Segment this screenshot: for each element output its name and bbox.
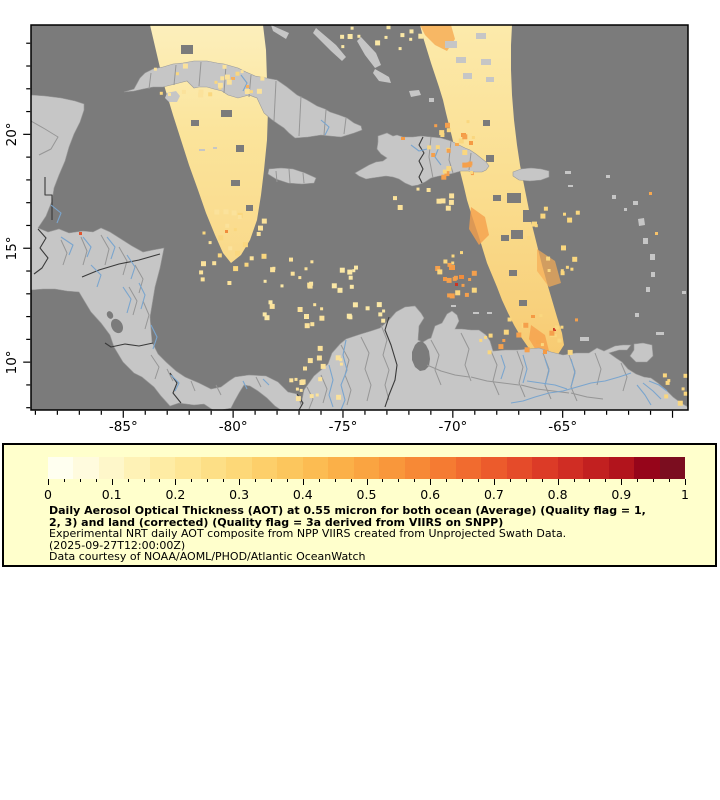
colorbar-tick [414,479,415,482]
legend-text [49,505,646,563]
colorbar-tick [382,479,383,482]
aot-speckle [160,92,163,95]
aot-speckle [298,276,301,279]
aot-speckle [465,293,469,297]
aot-speckle [455,290,460,295]
aot-speckle [366,306,370,310]
aot-speckle [447,149,451,153]
aot-speckle [338,288,343,293]
colorbar-cell [379,457,404,479]
aot-speckle [306,315,309,318]
aot-speckle [377,302,382,307]
aot-speckle [233,266,238,271]
aot-speckle [546,257,550,261]
aot-speckle [296,396,301,401]
aot-speckle [527,236,531,240]
aot-speckle [567,218,572,223]
aot-speckle [508,318,512,322]
colorbar-cell [354,457,379,479]
aot-speckle [555,326,559,330]
aot-speckle [232,210,237,215]
aot-speckle [398,205,403,210]
aot-speckle [336,395,341,400]
aot-speckle [549,331,554,336]
aot-speckle [354,266,358,270]
aot-speckle [320,307,323,310]
aot-speckle [418,34,423,39]
aot-speckle [264,280,267,283]
aot-speckle [309,359,312,362]
aot-speckle [257,232,261,236]
aot-speckle [498,344,503,349]
aot-speckle [291,272,295,276]
colorbar-tick [542,479,543,482]
colorbar-tick-label: 0.1 [101,487,122,502]
legend-info-line1: Experimental NRT daily AOT composite from NPP VIIRS created from Unprojected Swath Data. [49,527,567,541]
legend-timestamp: (2025-09-27T12:00:00Z) [49,538,186,552]
x-tick-label: -65° [548,419,578,435]
colorbar-tick-labels [44,487,689,502]
colorbar-tick [478,479,479,482]
aot-speckle [235,251,240,256]
aot-speckle [387,25,391,29]
aot-speckle [399,47,402,50]
aot-speckle [357,35,360,38]
aot-speckle [467,120,470,123]
aot-speckle [201,261,206,266]
aot-speckle [437,200,440,203]
colorbar-tick [239,479,240,485]
colorbar-tick [335,479,336,482]
aot-speckle [462,163,467,168]
colorbar-cell [481,457,506,479]
colorbar-tick [159,479,160,482]
colorbar-ticks [48,479,685,487]
aot-speckle [353,302,358,307]
aot-speckle [470,171,473,174]
colorbar-cell [201,457,226,479]
aot-speckle [199,270,203,274]
colorbar-cell [150,457,175,479]
colorbar-tick-label: 0.6 [420,487,441,502]
aot-speckle [488,350,492,354]
colorbar-cell [303,457,328,479]
x-tick-label: -85° [108,419,138,435]
colorbar-cell [660,457,685,479]
colorbar-tick-label: 0.7 [483,487,504,502]
aot-speckle [443,170,447,174]
colorbar-cell [558,457,583,479]
colorbar-tick [144,479,145,482]
aot-speckle [305,267,308,270]
aot-speckle [467,162,472,167]
aot-speckle [270,304,275,309]
aot-speckle [318,346,323,351]
colorbar-tick [48,479,49,485]
aot-speckle [445,123,450,128]
colorbar-tick [685,479,686,485]
aot-speckle [563,213,566,216]
gonave-island [381,164,388,168]
aot-speckle [168,93,171,96]
colorbar-tick [96,479,97,482]
aot-speckle [289,378,293,382]
aot-speckle [504,330,509,335]
colorbar-cell [124,457,149,479]
aot-speckle [393,196,397,200]
aot-speckle [663,373,667,377]
aot-speckle [215,81,218,84]
colorbar-tick [351,479,352,482]
aot-speckle [417,188,420,191]
colorbar-tick [621,479,622,485]
aot-speckle [667,379,670,382]
colorbar-cell [507,457,532,479]
aot-speckle [448,263,452,267]
aot-speckle [260,77,264,81]
aot-speckle [460,251,463,254]
colorbar-tick-label: 0.9 [611,487,632,502]
aot-speckle [349,276,353,280]
aot-speckle [296,388,299,391]
aot-speckle [228,246,232,250]
aot-speckle [558,339,562,343]
aot-speckle [332,283,337,288]
aot-speckle [270,267,275,272]
aot-speckle [468,278,471,281]
colorbar-legend [2,443,717,567]
aot-speckle [382,310,385,313]
colorbar-tick-label: 0.3 [229,487,250,502]
colorbar-tick [669,479,670,482]
colorbar-tick [287,479,288,482]
aot-speckle [682,387,685,390]
legend-courtesy-line: Data courtesy of NOAA/AOML/PHOD/Atlantic OceanWatch [49,550,366,564]
colorbar-tick [367,479,368,485]
legend-heading-line1: Daily Aerosol Optical Thickness (AOT) at 0.55 micron for both ocean (Average) (Quality flag = 1, [49,504,646,517]
aot-speckle [299,380,304,385]
aot-speckle [449,193,454,198]
colorbar-tick [80,479,81,482]
aot-speckle [572,257,577,262]
colorbar-tick [446,479,447,482]
colorbar-cell [252,457,277,479]
aot-speckle [199,90,204,95]
colorbar-tick-label: 0.2 [165,487,186,502]
colorbar-cell [328,457,353,479]
aot-speckle [257,89,262,94]
colorbar-tick [462,479,463,482]
colorbar [48,457,685,479]
aot-speckle [434,124,437,127]
colorbar-tick-label: 0 [44,487,52,502]
aot-speckle [289,258,293,262]
aot-speckle [218,83,223,88]
aot-speckle [437,269,442,274]
aot-speckle [539,314,542,317]
colorbar-tick-label: 0.8 [547,487,568,502]
colorbar-tick [558,479,559,485]
aot-speckle [489,334,493,338]
aot-speckle [243,242,248,247]
aot-speckle [316,394,319,397]
colorbar-tick [112,479,113,485]
aot-speckle [576,211,580,215]
colorbar-tick [637,479,638,482]
aot-speckle [347,270,352,275]
aot-speckle [446,166,451,171]
aot-speckle [450,293,455,298]
colorbar-tick [398,479,399,482]
y-axis-labels [4,122,20,374]
aot-speckle [176,72,179,75]
aot-speckle [220,76,224,80]
colorbar-tick-label: 1 [681,487,689,502]
aot-speckle [234,228,237,231]
aot-speckle [516,333,521,338]
aot-speckle [224,209,229,214]
aot-speckle [318,377,322,381]
colorbar-cell [175,457,200,479]
aot-speckle [532,222,537,227]
aot-speckle [245,89,250,94]
aot-speckle [310,394,314,398]
aot-speckle [443,260,447,264]
x-tick-label: -80° [218,419,248,435]
aot-speckle [375,40,380,45]
aot-speckle [561,269,564,272]
aot-speckle [566,266,569,269]
aot-speckle [341,35,344,38]
aot-speckle [427,188,431,192]
colorbar-tick [574,479,575,482]
aot-speckle [321,364,326,369]
aot-speckle [441,198,446,203]
aot-speckle [281,284,284,287]
aot-speckle [218,235,223,240]
aot-speckle [479,339,482,342]
colorbar-cell [609,457,634,479]
aot-speckle [303,367,307,371]
aot-speckle [447,278,452,283]
colorbar-tick [430,479,431,485]
aot-speckle [350,285,354,289]
colorbar-tick [271,479,272,482]
aot-speckle [472,136,475,139]
colorbar-cell [73,457,98,479]
aot-speckle [212,261,216,265]
colorbar-tick-label: 0.5 [356,487,377,502]
aot-speckle [348,315,352,319]
aot-speckle [352,269,355,272]
aot-speckle [502,339,505,342]
aot-speckle [203,232,206,235]
colorbar-cell [532,457,557,479]
aot-speckle [245,263,249,267]
aot-speckle [214,210,219,215]
aot-speckle [269,300,273,304]
aot-speckle [472,288,477,293]
aot-speckle [227,80,232,85]
aot-speckle [427,145,431,149]
aot-speckle [295,378,298,381]
aot-speckle [462,134,467,139]
x-axis-labels [109,419,577,435]
aot-speckle [262,219,267,224]
aot-speckle [436,145,440,149]
aot-speckle [568,350,573,355]
colorbar-cell [99,457,124,479]
aot-speckle [351,27,354,30]
colorbar-tick [510,479,511,482]
aot-speckle [447,128,451,132]
aot-speckle [250,256,254,260]
aot-speckle [449,200,454,205]
aot-speckle [348,34,353,39]
aot-speckle [258,226,263,231]
aot-speckle [307,283,312,288]
aot-speckle [340,268,345,273]
colorbar-tick [653,479,654,482]
aot-speckle [183,64,188,69]
y-tick-label: 10° [4,350,20,375]
aot-speckle [451,262,454,265]
colorbar-tick [494,479,495,485]
aot-speckle [462,150,467,155]
aot-speckle [154,68,157,71]
colorbar-cell [405,457,430,479]
aot-speckle [454,276,458,280]
aot-speckle [238,215,242,219]
aot-speckle [265,315,270,320]
aot-speckle [209,241,212,244]
aot-speckle [400,33,404,37]
aot-speckle [218,253,222,257]
aot-speckle [313,303,316,306]
aot-speckle [208,92,212,96]
aot-speckle [341,45,344,48]
colorbar-tick [128,479,129,482]
aot-speckle [339,358,342,361]
aot-speckle [540,214,545,219]
aot-speckle [182,90,186,94]
puerto-rico-landmass [513,168,549,181]
aot-speckle [439,130,444,135]
aot-speckle [241,70,244,73]
aot-speckle [385,36,388,39]
aot-speckle [446,206,451,211]
aot-speckle [409,38,412,41]
aot-speckle [381,319,385,323]
aot-speckle [300,389,303,392]
colorbar-cell [456,457,481,479]
colorbar-tick [605,479,606,482]
aot-speckle [561,245,566,250]
aot-speckle [484,336,487,339]
colorbar-tick [64,479,65,482]
aot-speckle [250,90,253,93]
colorbar-tick [589,479,590,482]
aot-speckle [462,284,465,287]
colorbar-tick [319,479,320,482]
colorbar-cell [226,457,251,479]
aot-speckle [305,323,310,328]
colorbar-tick [526,479,527,482]
aot-speckle [544,207,548,211]
aot-speckle [227,281,231,285]
aot-speckle [664,394,668,398]
aot-speckle [340,363,343,366]
aot-speckle [684,374,688,378]
aot-speckle [236,72,240,76]
colorbar-tick [223,479,224,482]
aot-speckle [201,277,205,281]
aot-speckle [525,347,530,352]
aot-speckle [684,392,688,396]
aot-speckle [678,401,683,406]
aot-speckle [225,224,229,228]
aot-speckle [575,318,578,321]
aot-speckle [410,29,414,33]
aot-speckle [452,255,455,258]
colorbar-cell [430,457,455,479]
aot-speckle [317,356,322,361]
colorbar-cell [634,457,659,479]
aot-speckle [570,268,573,271]
colorbar-tick [175,479,176,485]
aot-speckle [262,254,267,259]
x-tick-label: -75° [328,419,358,435]
colorbar-cell [277,457,302,479]
aot-speckle [310,322,314,326]
aot-speckle [223,65,227,69]
colorbar-tick [255,479,256,482]
y-tick-label: 20° [4,122,20,147]
x-tick-label: -70° [438,419,468,435]
colorbar-tick-label: 0.4 [292,487,313,502]
aot-speckle [541,343,544,346]
aot-speckle [378,312,382,316]
aot-speckle [560,326,563,329]
aot-speckle [310,260,313,263]
aot-speckle [319,316,324,321]
y-tick-label: 15° [4,236,20,261]
colorbar-tick [303,479,304,485]
aot-speckle [472,271,477,276]
colorbar-cell [48,457,73,479]
aot-speckle [548,269,551,272]
aot-speckle [523,323,528,328]
legend-heading-line2: 2, 3) and land (corrected) (Quality flag = 3a derived from VIIRS on SNPP) [49,515,504,529]
aot-speckle [225,75,230,80]
colorbar-tick [191,479,192,482]
colorbar-tick [207,479,208,482]
aot-speckle [431,153,435,157]
aot-speckle [298,307,303,312]
colorbar-cell [583,457,608,479]
